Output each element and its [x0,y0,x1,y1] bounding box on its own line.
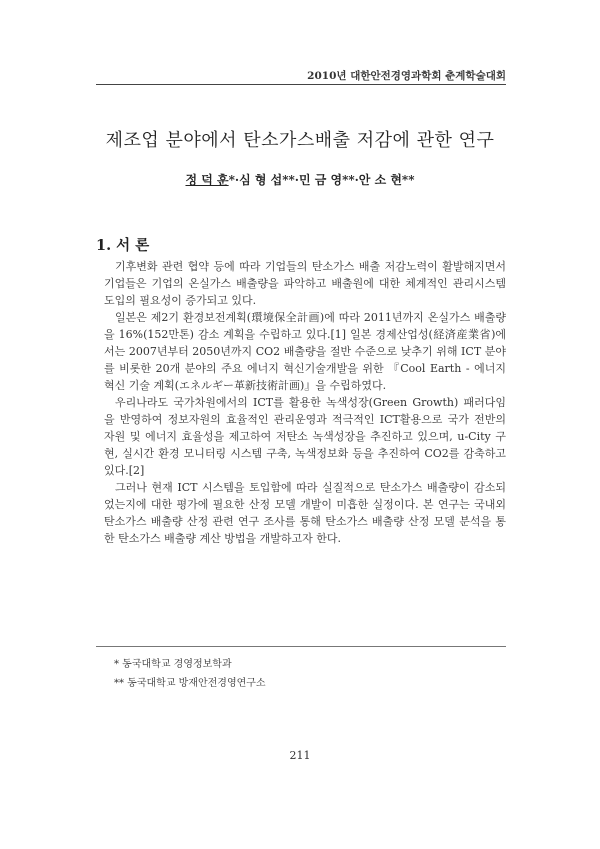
author-line [60,171,540,188]
body-text [104,258,506,547]
footnote: * 동국대학교 경영정보학과 [114,659,232,670]
body-paragraph: 그러나 현재 ICT 시스템을 토입함에 따라 실질적으로 탄소가스 배출량이 감소되었는지에 대한 평가에 필요한 산정 모델 개발이 미흡한 실정이다. 본 연구는 국내외 탄소가스 배출량 산정 관련 연구 조사를 통해 탄소가스 배출량 산정 모델 분석을 통한 탄소가스 배출량 계산 방법을 개발하고자 한다. [104,481,506,545]
paper-title: 제조업 분야에서 탄소가스배출 저감에 관한 연구 [105,130,495,151]
body-paragraph: 일본은 제2기 환경보전계획(環境保全計画)에 따라 2011년까지 온실가스 배출량을 16%(152만톤) 감소 계획을 수립하고 있다.[1] 일본 경제산업성(経済産業省)에서는 2007년부터 2050년까지 CO2 배출량을 절반 수준으로 낮추기 위해 ICT 분야를 비롯한 20개 분야의 주요 에너지 혁신기술개발을 위한 『Cool Earth - 에너지 혁신 기술 계획(エネルギー革新技術計画)』을 수립하였다. [104,311,506,392]
body-paragraph: 기후변화 관련 협약 등에 따라 기업들의 탄소가스 배출 저감노력이 활발해지면서 기업들은 기업의 온실가스 배출량을 파악하고 배출원에 대한 체계적인 관리시스템 도입의 필요성이 증가되고 있다. [104,260,506,307]
section-heading: 1. 서 론 [96,237,150,254]
header-rule [96,84,506,85]
page-number: 211 [289,749,311,762]
footnotes [114,655,504,693]
body-paragraph: 우리나라도 국가차원에서의 ICT를 활용한 녹색성장(Green Growth) 패러다임을 반영하여 정보자원의 효율적인 관리운영과 적극적인 ICT활용으로 국가 전반의 자원 및 에너지 효율성을 제고하여 저탄소 녹색성장을 추진하고 있으며, u-City 구현, 실시간 환경 모니터링 시스템 구축, 녹색정보화 등을 추진하여 CO2를 감축하고 있다.[2] [104,396,506,477]
first-author-mark: * [228,173,235,187]
footnote: ** 동국대학교 방재안전경영연구소 [114,678,266,689]
running-header: 2010년 대한안전경영과학회 춘계학술대회 [307,70,506,82]
footnote-rule [96,646,506,647]
first-author: 정 덕 훈 [185,173,229,187]
co-authors: ·심 형 섭**·민 금 영**·안 소 현** [234,173,415,187]
